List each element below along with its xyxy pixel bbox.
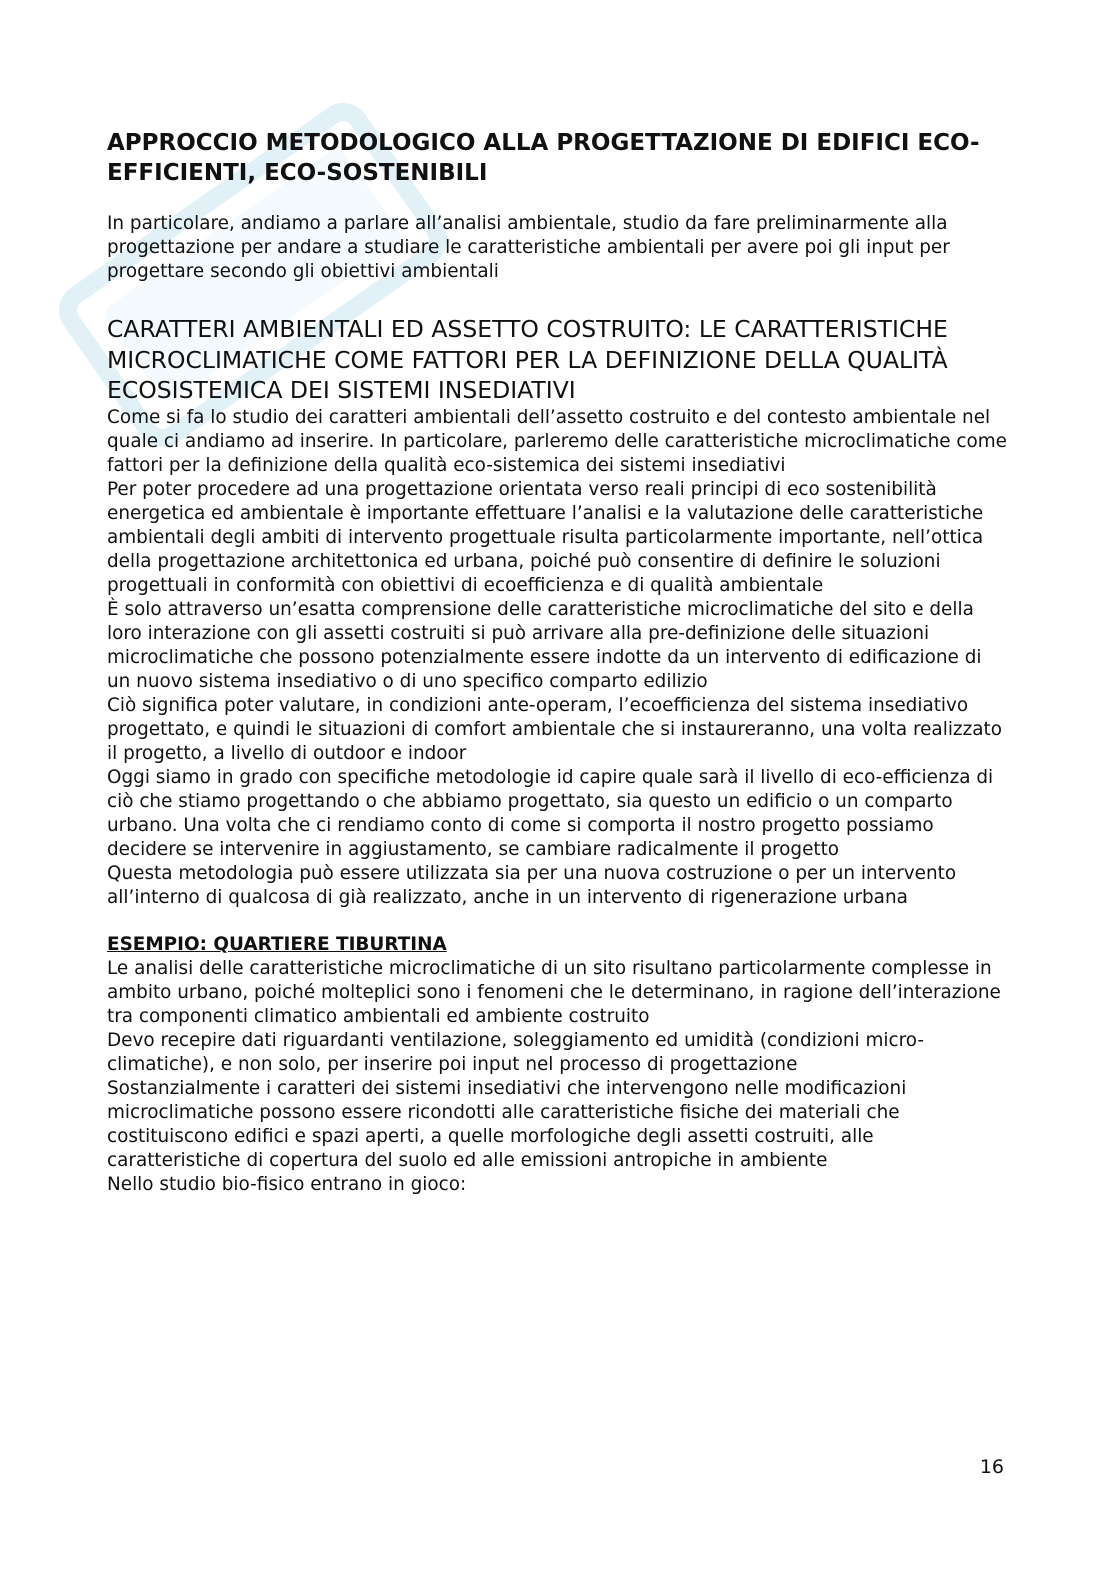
example-paragraph: Nello studio bio-fisico entrano in gioco: — [107, 1173, 467, 1195]
body-paragraph: Ciò significa poter valutare, in condizioni ante-operam, l’ecoefficienza del sistema insediativo progettato, e quindi le situazioni di comfort ambientale che si instaureranno, una volta realizzato il progetto, a livello di outdoor e indoor — [107, 694, 1002, 764]
section-title: CARATTERI AMBIENTALI ED ASSETTO COSTRUITO: LE CARATTERISTICHE MICROCLIMATICHE COME FATTORI PER LA DEFINIZIONE DELLA QUALITÀ ECOSISTEMICA DEI SISTEMI INSEDIATIVI — [107, 315, 948, 404]
body-paragraph: Come si fa lo studio dei caratteri ambientali dell’assetto costruito e del contesto ambientale nel quale ci andiamo ad inserire. In particolare, parleremo delle caratteristiche microclimatiche come fattori per la definizione della qualità eco-sistemica dei sistemi insediativi — [107, 406, 1007, 476]
example-paragraph: Sostanzialmente i caratteri dei sistemi insediativi che intervengono nelle modificazioni microclimatiche possono essere ricondotti alle caratteristiche fisiche dei materiali che costituiscono edifici e spazi aperti, a quelle morfologiche degli assetti costruiti, alle caratteristiche di copertura del suolo ed alle emissioni antropiche in ambiente — [107, 1077, 907, 1171]
body-paragraph: È solo attraverso un’esatta comprensione delle caratteristiche microclimatiche del sito e della loro interazione con gli assetti costruiti si può arrivare alla pre-definizione delle situazioni microclimatiche che possono potenzialmente essere indotte da un intervento di edificazione di un nuovo sistema insediativo o di uno specifico comparto edilizio — [107, 598, 982, 692]
body-paragraph: Oggi siamo in grado con specifiche metodologie id capire quale sarà il livello di eco-efficienza di ciò che stiamo progettando o che abbiamo progettato, sia questo un edificio o un comparto urbano. Una volta che ci rendiamo conto di come si comporta il nostro progetto possiamo decidere se intervenire in aggiustamento, se cambiare radicalmente il progetto — [107, 766, 994, 860]
intro-paragraph: In particolare, andiamo a parlare all’analisi ambientale, studio da fare preliminarmente alla progettazione per andare a studiare le caratteristiche ambientali per avere poi gli input per progettare secondo gli obiettivi ambientali — [107, 213, 950, 282]
example-paragraph: Devo recepire dati riguardanti ventilazione, soleggiamento ed umidità (condizioni micro-climatiche), e non solo, per inserire poi input nel processo di progettazione — [107, 1029, 924, 1075]
page-number: 16 — [979, 1456, 1004, 1478]
example-heading: ESEMPIO: QUARTIERE TIBURTINA — [107, 933, 447, 955]
page-title: APPROCCIO METODOLOGICO ALLA PROGETTAZIONE DI EDIFICI ECO-EFFICIENTI, ECO-SOSTENIBILI — [107, 130, 980, 186]
document-page — [107, 128, 1007, 1197]
body-paragraph: Questa metodologia può essere utilizzata sia per una nuova costruzione o per un intervento all’interno di qualcosa di già realizzato, anche in un intervento di rigenerazione urbana — [107, 862, 957, 908]
example-paragraph: Le analisi delle caratteristiche microclimatiche di un sito risultano particolarmente complesse in ambito urbano, poiché molteplici sono i fenomeni che le determinano, in ragione dell’interazione tra componenti climatico ambientali ed ambiente costruito — [107, 957, 1001, 1027]
body-paragraph: Per poter procedere ad una progettazione orientata verso reali principi di eco sostenibilità energetica ed ambientale è importante effettuare l’analisi e la valutazione delle caratteristiche ambientali degli ambiti di intervento progettuale risulta particolarmente importante, nell’ottica della progettazione architettonica ed urbana, poiché può consentire di definire le soluzioni progettuali in conformità con obiettivi di ecoefficienza e di qualità ambientale — [107, 478, 984, 596]
